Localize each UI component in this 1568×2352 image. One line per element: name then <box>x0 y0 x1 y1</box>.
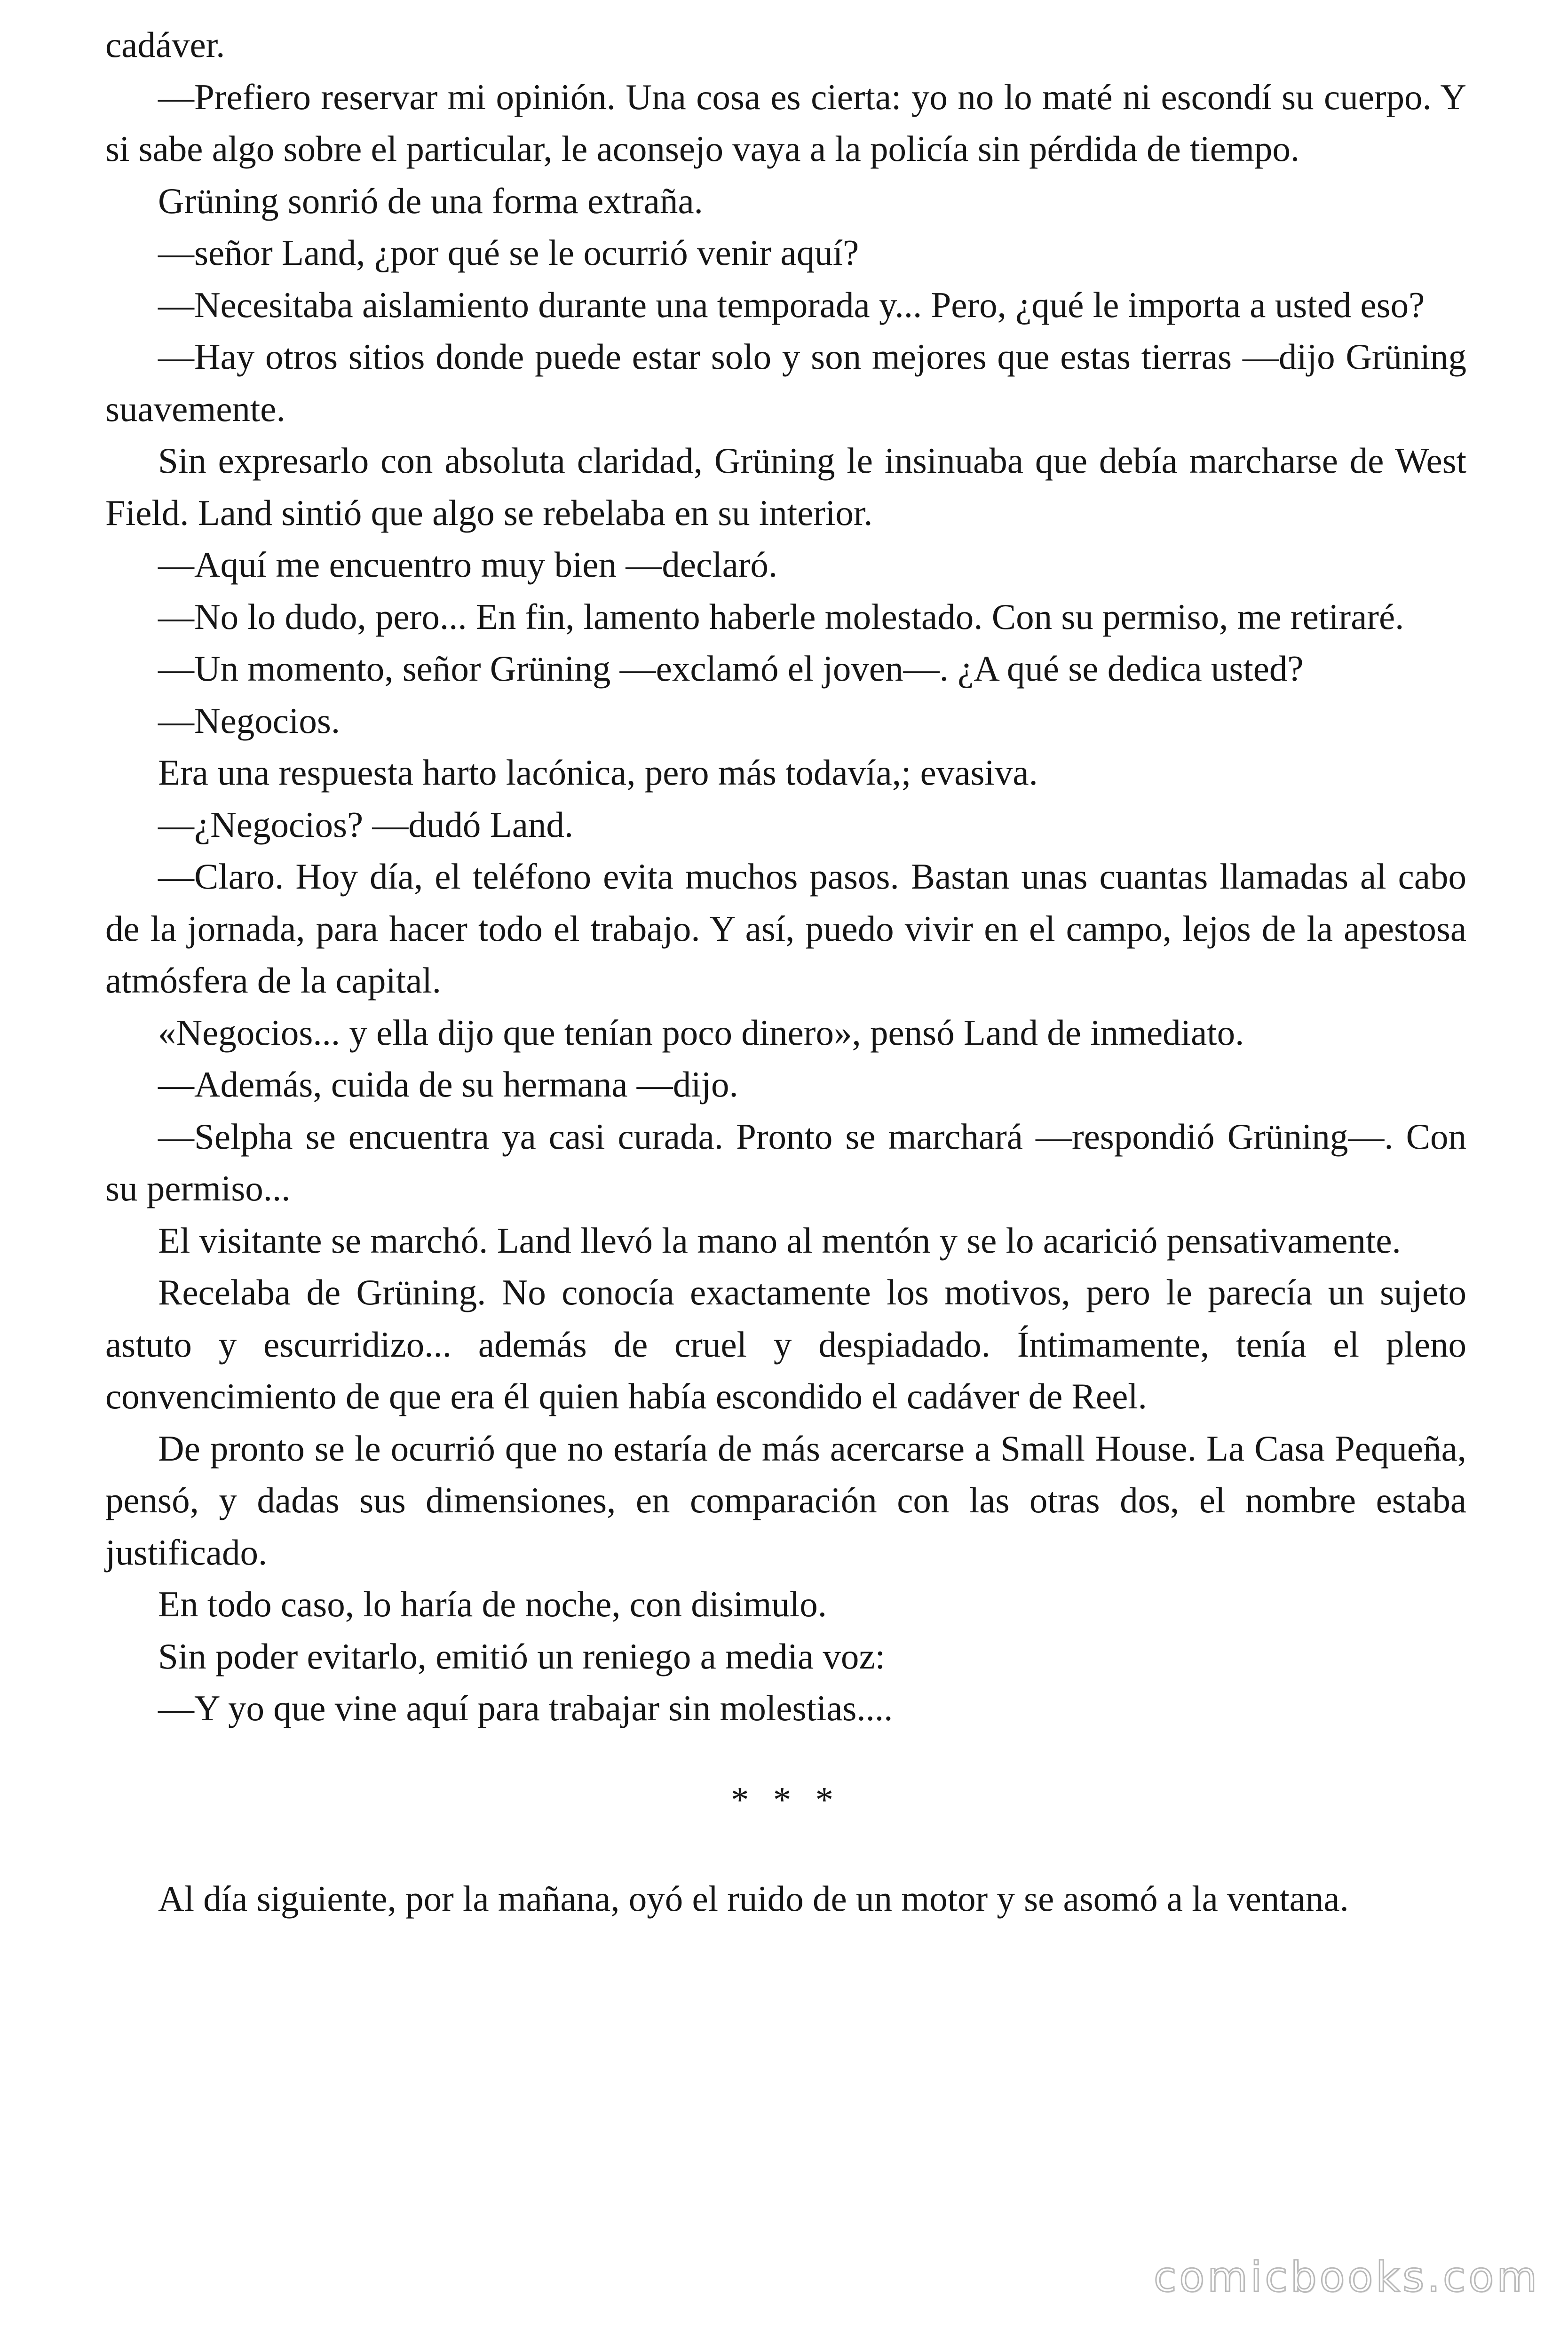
paragraph: «Negocios... y ella dijo que tenían poco dinero», pensó Land de inmediato. <box>158 1012 1244 1053</box>
paragraph: —Hay otros sitios donde puede estar solo y son mejores que estas tierras —dijo Grüning suavemente. <box>105 336 1466 429</box>
paragraph: Sin poder evitarlo, emitió un reniego a media voz: <box>158 1636 885 1677</box>
paragraph: cadáver. <box>105 24 225 65</box>
watermark: comicbooks.com <box>1153 2253 1540 2301</box>
paragraph: —Negocios. <box>158 700 341 741</box>
paragraph: —Un momento, señor Grüning —exclamó el joven—. ¿A qué se dedica usted? <box>158 648 1304 689</box>
paragraph: —No lo dudo, pero... En fin, lamento haberle molestado. Con su permiso, me retiraré. <box>158 596 1404 637</box>
paragraph: —Aquí me encuentro muy bien —declaró. <box>158 544 778 585</box>
paragraph: —señor Land, ¿por qué se le ocurrió venir aquí? <box>158 232 859 273</box>
paragraph: Era una respuesta harto lacónica, pero más todavía,; evasiva. <box>158 752 1038 793</box>
page-text-column <box>105 19 1466 1925</box>
paragraph: —Claro. Hoy día, el teléfono evita muchos pasos. Bastan unas cuantas llamadas al cabo de la jornada, para hacer todo el trabajo. Y así, puedo vivir en el campo, lejos de la apestosa atmósfera de la capital. <box>105 856 1466 1001</box>
paragraph: El visitante se marchó. Land llevó la mano al mentón y se lo acarició pensativamente. <box>158 1220 1401 1261</box>
paragraph: —Y yo que vine aquí para trabajar sin molestias.... <box>158 1688 893 1728</box>
paragraph: En todo caso, lo haría de noche, con disimulo. <box>158 1584 827 1624</box>
paragraph: —Selpha se encuentra ya casi curada. Pronto se marchará —respondió Grüning—. Con su permiso... <box>105 1116 1466 1208</box>
paragraph: —Necesitaba aislamiento durante una temporada y... Pero, ¿qué le importa a usted eso? <box>158 284 1425 325</box>
section-break: * * * <box>731 1779 841 1820</box>
paragraph: Recelaba de Grüning. No conocía exactamente los motivos, pero le parecía un sujeto astuto y escurridizo... además de cruel y despiadado. Íntimamente, tenía el pleno convencimiento de que era él quien había escondido el cadáver de Reel. <box>105 1272 1466 1416</box>
paragraph: —¿Negocios? —dudó Land. <box>158 804 574 845</box>
paragraph: De pronto se le ocurrió que no estaría de más acercarse a Small House. La Casa Pequeña, pensó, y dadas sus dimensiones, en comparación con las otras dos, el nombre estaba justificado. <box>105 1428 1466 1573</box>
paragraph: Sin expresarlo con absoluta claridad, Grüning le insinuaba que debía marcharse de West Field. Land sintió que algo se rebelaba en su interior. <box>105 440 1466 533</box>
paragraph: Al día siguiente, por la mañana, oyó el ruido de un motor y se asomó a la ventana. <box>158 1878 1349 1919</box>
paragraph: Grüning sonrió de una forma extraña. <box>158 180 703 221</box>
paragraph: —Además, cuida de su hermana —dijo. <box>158 1064 738 1104</box>
paragraph: —Prefiero reservar mi opinión. Una cosa es cierta: yo no lo maté ni escondí su cuerpo. Y si sabe algo sobre el particular, le aconsejo vaya a la policía sin pérdida de tiempo. <box>105 76 1466 169</box>
